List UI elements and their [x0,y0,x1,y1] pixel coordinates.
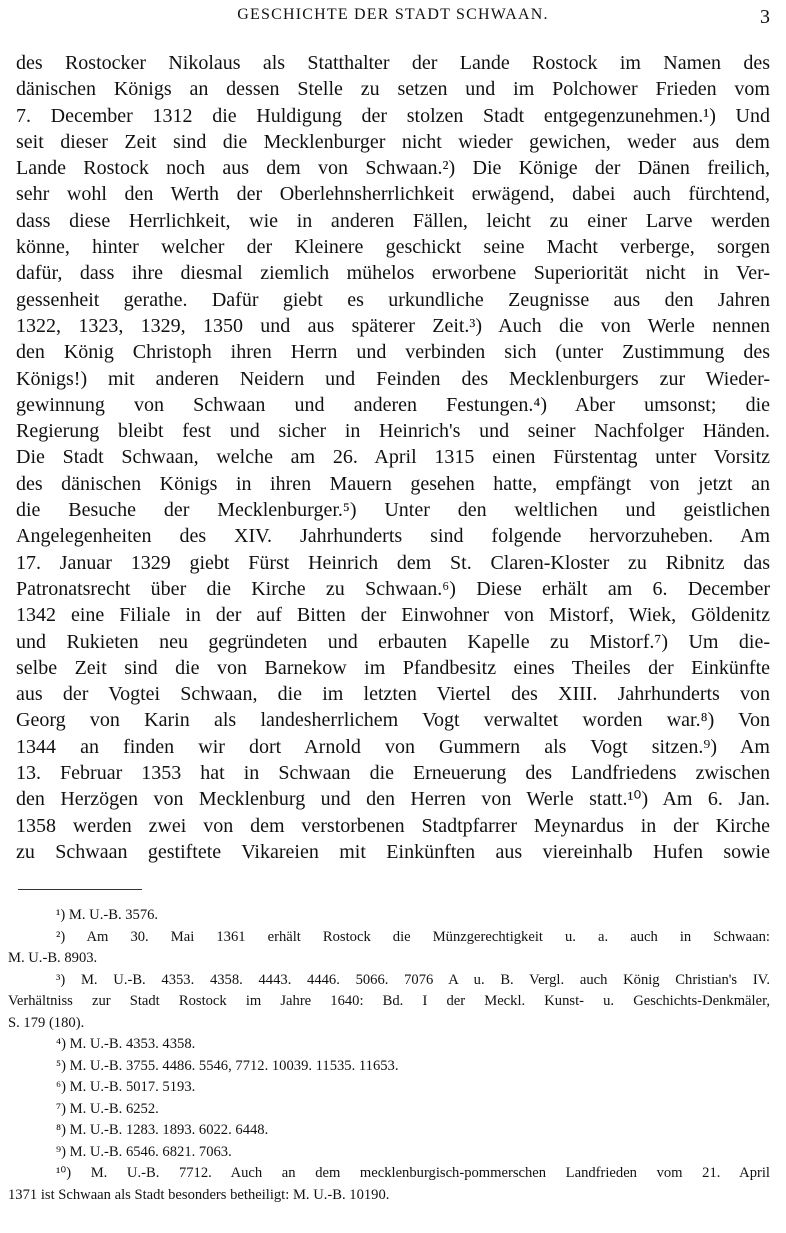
body-line: 1358 werden zwei von dem verstorbenen Stadtpfarrer Meynardus in der Kirche [16,814,770,837]
footnote-line: ¹⁰) M. U.-B. 7712. Auch an dem mecklenburgisch-pommerschen Landfrieden vom 21. April [56,1165,770,1181]
body-line: Regierung bleibt fest und sicher in Heinrich's und seiner Nachfolger Händen. [16,420,770,443]
body-line: 17. Januar 1329 giebt Fürst Heinrich dem St. Claren-Kloster zu Ribnitz das [16,551,770,574]
body-line: gessenheit gerathe. Dafür giebt es urkundliche Zeugnisse aus den Jahren [16,288,770,311]
page-number: 3 [760,6,770,28]
footnote-separator [18,889,142,890]
body-line: des dänischen Königs in ihren Mauern gesehen hatte, empfängt von jetzt an [16,472,770,495]
footnote-line: ⁶) M. U.-B. 5017. 5193. [56,1079,196,1095]
footnote-line: ⁵) M. U.-B. 3755. 4486. 5546, 7712. 10039. 11535. 11653. [56,1057,399,1074]
footnote-line: M. U.-B. 8903. [8,950,98,966]
footnote-line: S. 179 (180). [8,1014,85,1031]
body-line: dafür, dass ihre diesmal ziemlich mühelos erworbene Superiorität nicht in Ver- [16,262,770,285]
body-text [16,50,770,865]
body-line: den Herzögen von Mecklenburg und den Herren von Werle statt.¹⁰) Am 6. Jan. [16,788,770,811]
body-line: Angelegenheiten des XIV. Jahrhunderts sind folgende hervorzuheben. Am [16,525,770,548]
body-line: 13. Februar 1353 hat in Schwaan die Erneuerung des Landfriedens zwischen [16,762,770,785]
body-line: Patronatsrecht über die Kirche zu Schwaan.⁶) Diese erhält am 6. December [16,577,770,600]
footnote-line: ⁷) M. U.-B. 6252. [56,1100,159,1117]
footnote-line: 1371 ist Schwaan als Stadt besonders betheiligt: M. U.-B. 10190. [8,1186,390,1203]
body-line: selbe Zeit sind die von Barnekow im Pfandbesitz eines Theiles der Einkünfte [16,656,770,679]
body-line: könne, hinter welcher der Kleinere geschickt seine Macht verberge, sorgen [16,236,770,259]
body-line: sehr wohl den Werth der Oberlehnsherrlichkeit erwägend, dabei auch fürchtend, [16,183,770,206]
body-line: Die Stadt Schwaan, welche am 26. April 1315 einen Fürstentag unter Vorsitz [16,446,770,469]
body-line: dänischen Königs an dessen Stelle zu setzen und im Polchower Frieden vom [16,78,770,101]
page-header [0,6,786,28]
footnote-line: ¹) M. U.-B. 3576. [56,907,159,923]
body-line: dass diese Herrlichkeit, wie in anderen Fällen, leicht zu einer Larve werden [16,209,770,232]
footnote-line: ²) Am 30. Mai 1361 erhält Rostock die Münzgerechtigkeit u. a. auch in Schwaan: [56,928,770,945]
footnote-line: ³) M. U.-B. 4353. 4358. 4443. 4446. 5066. 7076 A u. B. Vergl. auch König Christian's IV. [56,971,770,988]
body-line: 1344 an finden wir dort Arnold von Gummern als Vogt sitzen.⁹) Am [16,735,770,758]
body-line: aus der Vogtei Schwaan, die im letzten Viertel des XIII. Jahrhunderts von [16,683,770,706]
body-line: Königs!) mit anderen Neidern und Feinden des Mecklenburgers zur Wieder- [16,367,770,390]
body-line: 7. December 1312 die Huldigung der stolzen Stadt entgegenzunehmen.¹) Und [16,104,770,127]
body-line: Lande Rostock noch aus dem von Schwaan.²) Die Könige der Dänen freilich, [16,157,770,180]
body-line: den König Christoph ihren Herrn und verbinden sich (unter Zustimmung des [16,341,770,364]
body-line: zu Schwaan gestiftete Vikareien mit Einkünften aus viereinhalb Hufen sowie [16,840,770,863]
body-line: 1342 eine Filiale in der auf Bitten der Einwohner von Mistorf, Wiek, Göldenitz [16,604,770,627]
body-line: seit dieser Zeit sind die Mecklenburger nicht wieder gewichen, weder aus dem [16,130,770,153]
body-line: 1322, 1323, 1329, 1350 und aus späterer Zeit.³) Auch die von Werle nennen [16,314,770,337]
footnote-line: ⁸) M. U.-B. 1283. 1893. 6022. 6448. [56,1122,269,1138]
footnotes [8,905,770,1206]
body-line: und Rukieten neu gegründeten und erbauten Kapelle zu Mistorf.⁷) Um die- [16,630,770,653]
footnote-line: ⁹) M. U.-B. 6546. 6821. 7063. [56,1143,232,1160]
body-line: des Rostocker Nikolaus als Statthalter der Lande Rostock im Namen des [16,52,770,74]
body-line: gewinnung von Schwaan und anderen Festungen.⁴) Aber umsonst; die [16,393,770,416]
body-line: die Besuche der Mecklenburger.⁵) Unter den weltlichen und geistlichen [16,499,770,522]
footnote-line: Verhältniss zur Stadt Rostock im Jahre 1640: Bd. I der Meckl. Kunst- u. Geschichts-Denkmäler, [8,993,770,1009]
body-line: Georg von Karin als landesherrlichem Vogt verwaltet worden war.⁸) Von [16,709,770,732]
running-head: GESCHICHTE DER STADT SCHWAAN. [237,6,549,23]
footnote-line: ⁴) M. U.-B. 4353. 4358. [56,1036,196,1052]
